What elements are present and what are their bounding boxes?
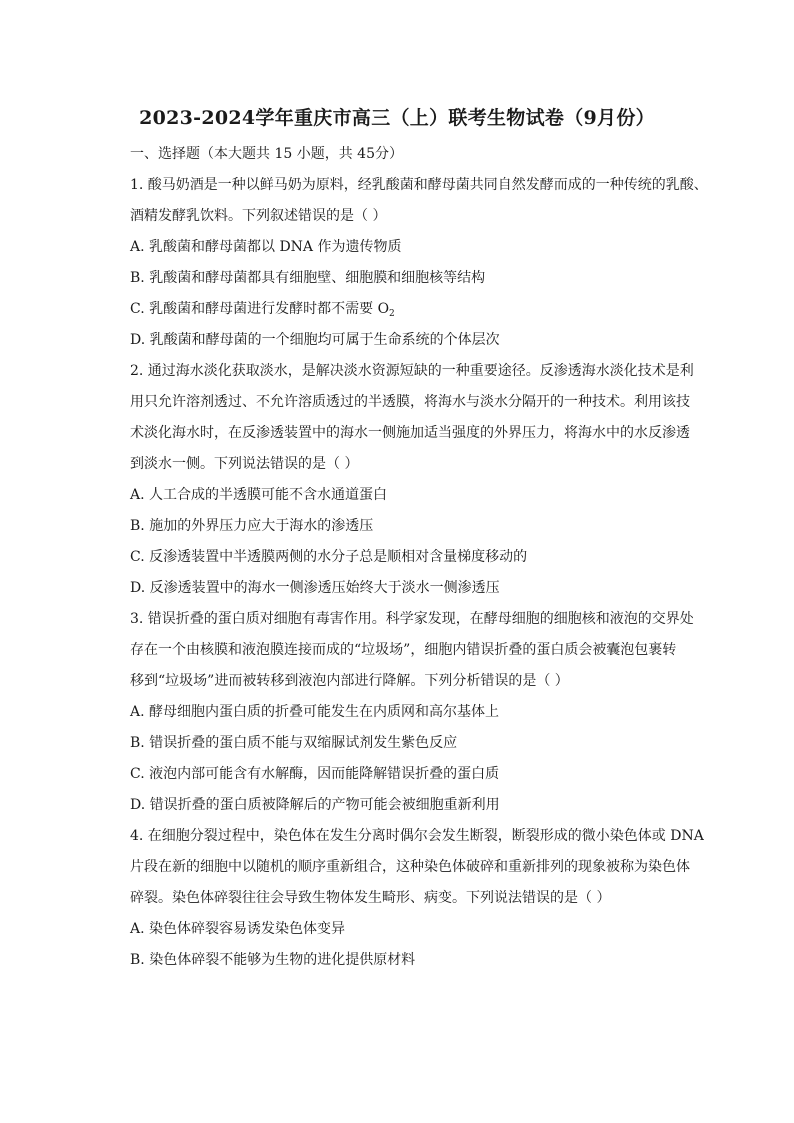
q3-stem-line-2: 存在一个由核膜和液泡膜连接而成的“垃圾场”，细胞内错误折叠的蛋白质会被囊泡包裹转 — [130, 642, 677, 658]
q1-option-a: A. 乳酸菌和酵母菌都以 DNA 作为遗传物质 — [130, 239, 402, 255]
q4-stem-line-1: 4. 在细胞分裂过程中，染色体在发生分离时偶尔会发生断裂，断裂形成的微小染色体或 DNA — [130, 828, 704, 844]
q4-option-a: A. 染色体碎裂容易诱发染色体变异 — [130, 921, 346, 937]
q2-option-b: B. 施加的外界压力应大于海水的渗透压 — [130, 518, 374, 534]
q2-stem-line-1: 2. 通过海水淡化获取淡水，是解决淡水资源短缺的一种重要途径。反渗透海水淡化技术是利 — [130, 363, 694, 379]
q2-option-a: A. 人工合成的半透膜可能不含水通道蛋白 — [130, 487, 388, 503]
q4-stem-line-3: 碎裂。染色体碎裂往往会导致生物体发生畸形、病变。下列说法错误的是（ ） — [130, 890, 611, 906]
q3-option-a: A. 酵母细胞内蛋白质的折叠可能发生在内质网和高尔基体上 — [130, 704, 500, 720]
q1-stem-line-2: 酒精发酵乳饮料。下列叙述错误的是（ ） — [130, 208, 387, 224]
q2-option-c: C. 反渗透装置中半透膜两侧的水分子总是顺相对含量梯度移动的 — [130, 549, 528, 565]
q3-stem-line-3: 移到“垃圾场”进而被转移到液泡内部进行降解。下列分析错误的是（ ） — [130, 673, 569, 689]
q2-stem-line-3: 术淡化海水时，在反渗透装置中的海水一侧施加适当强度的外界压力，将海水中的水反渗透 — [130, 425, 690, 441]
q1-stem-line-1: 1. 酸马奶酒是一种以鲜马奶为原料，经乳酸菌和酵母菌共同自然发酵而成的一种传统的乳酸、 — [130, 177, 708, 193]
o2-subscript: 2 — [389, 309, 395, 319]
q3-stem-line-1: 3. 错误折叠的蛋白质对细胞有毒害作用。科学家发现，在酵母细胞的细胞核和液泡的交界处 — [130, 611, 694, 627]
q1-option-c — [130, 299, 670, 319]
q2-option-d: D. 反渗透装置中的海水一侧渗透压始终大于淡水一侧渗透压 — [130, 580, 500, 596]
q1-option-c-text: C. 乳酸菌和酵母菌进行发酵时都不需要 O — [130, 301, 390, 317]
q2-stem-line-2: 用只允许溶剂透过、不允许溶质透过的半透膜，将海水与淡水分隔开的一种技术。利用该技 — [130, 394, 690, 410]
section-heading: 一、选择题（本大题共 15 小题，共 45分） — [130, 146, 403, 162]
q1-option-b: B. 乳酸菌和酵母菌都具有细胞壁、细胞膜和细胞核等结构 — [130, 270, 486, 286]
q4-option-b: B. 染色体碎裂不能够为生物的进化提供原材料 — [130, 952, 416, 968]
q3-option-b: B. 错误折叠的蛋白质不能与双缩脲试剂发生紫色反应 — [130, 735, 458, 751]
q4-stem-line-2: 片段在新的细胞中以随机的顺序重新组合，这种染色体破碎和重新排列的现象被称为染色体 — [130, 859, 690, 875]
q3-option-c: C. 液泡内部可能含有水解酶，因而能降解错误折叠的蛋白质 — [130, 766, 500, 782]
q2-stem-line-4: 到淡水一侧。下列说法错误的是（ ） — [130, 456, 359, 472]
q1-option-d: D. 乳酸菌和酵母菌的一个细胞均可属于生命系统的个体层次 — [130, 332, 500, 348]
page-title: 2023-2024学年重庆市高三（上）联考生物试卷（9月份） — [139, 107, 655, 129]
q3-option-d: D. 错误折叠的蛋白质被降解后的产物可能会被细胞重新利用 — [130, 797, 500, 813]
